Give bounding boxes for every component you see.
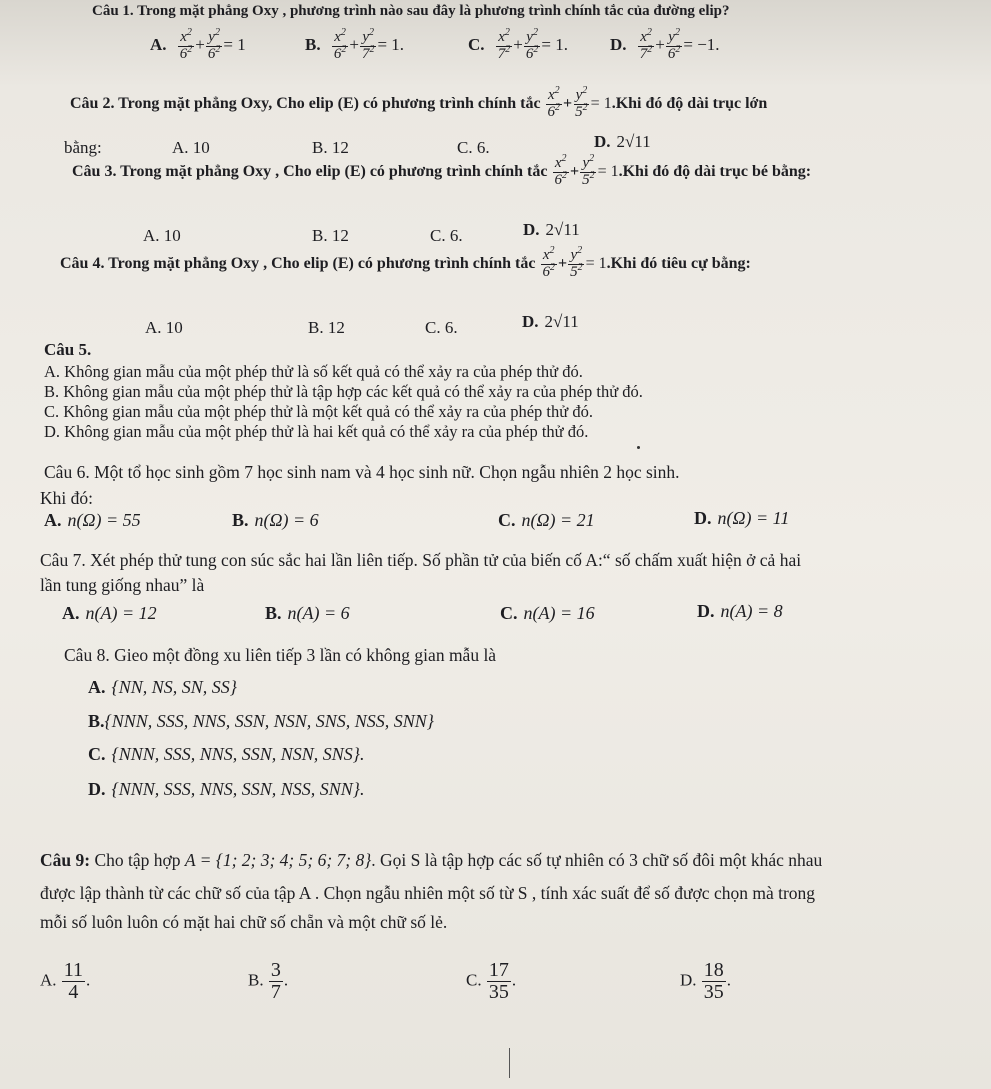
q4-den2: 5 <box>570 263 578 280</box>
q9-option-c: C. $\frac{17}{35}$ . <box>466 959 517 1003</box>
q6-option-b <box>232 510 319 532</box>
q3-den2: 5 <box>582 171 590 188</box>
q2-option-d-value: 2√11 <box>616 132 651 151</box>
q7-option-b-label: B. <box>265 603 282 623</box>
q6-option-c-value: n(Ω) = 21 <box>521 510 595 530</box>
q8-option-b <box>88 711 434 733</box>
q8-option-c <box>88 744 364 766</box>
q3-stem-a: Câu 3. Trong mặt phẳng Oxy , Cho elip (E) có phương trình chính tắc <box>72 162 548 180</box>
q9-option-b-label: B. <box>248 970 264 990</box>
q2-stem-c: bằng: <box>64 138 102 157</box>
q1-option-b-label: B. <box>305 35 321 55</box>
q1-c-rhs: = 1. <box>541 35 568 55</box>
q7-option-d-value: n(A) = 8 <box>720 601 783 621</box>
q4-stem: Câu 4. Trong mặt phẳng Oxy , Cho elip (E) có phương trình chính tắc $\frac{x^2}{6^2}$ + $\frac{y^2}{5^2}$ = 1.Khi đó tiêu cự bằng: <box>60 245 751 280</box>
q6-option-a-value: n(Ω) = 55 <box>67 510 141 530</box>
q1-option-d-label: D. <box>610 35 627 55</box>
q7-option-c-value: n(A) = 16 <box>523 603 595 623</box>
q2-rhs: = 1 <box>590 94 612 112</box>
q2-option-d-label: D. <box>594 132 611 151</box>
q9-stem <box>40 850 822 871</box>
q3-den1: 6 <box>554 171 562 188</box>
q7-stem2: lần tung giống nhau” là <box>40 575 205 595</box>
q3-option-c: C. 6. <box>430 226 463 245</box>
q4-den1: 6 <box>542 263 550 280</box>
q7-option-a-value: n(A) = 12 <box>85 603 157 623</box>
q2-option-d <box>594 132 651 152</box>
q3-stem-b: .Khi đó độ dài trục bé bằng: <box>618 162 812 180</box>
q8-option-a <box>88 677 237 699</box>
q8-option-b-label: B. <box>88 711 105 731</box>
q4-num1: x <box>542 247 550 263</box>
q6-option-d-label: D. <box>694 508 712 528</box>
q6-option-d <box>694 508 789 530</box>
q9-a-num: 11 <box>63 959 84 981</box>
q1-c-num1: x <box>498 29 505 45</box>
q1-b-rhs: = 1. <box>377 35 405 55</box>
q1-option-c: C. $\frac{x^2}{7^2}$ + $\frac{y^2}{6^2}$ = 1. <box>468 27 568 62</box>
q7-option-d-label: D. <box>697 601 715 621</box>
q6-stem2: Khi đó: <box>40 488 93 508</box>
q1-a-den2: 6 <box>207 45 216 62</box>
q2-stem-b: .Khi đó độ dài trục lớn <box>611 94 768 112</box>
q2-option-b: B. 12 <box>312 138 349 157</box>
q3-option-a: A. 10 <box>143 226 181 245</box>
q1-b-num2: y <box>362 29 370 45</box>
q9-option-d: D. $\frac{18}{35}$ . <box>680 959 732 1003</box>
q2-option-c: C. 6. <box>457 138 490 157</box>
q8-option-d <box>88 779 364 801</box>
q2-num1: x <box>547 87 555 103</box>
q3-option-d-label: D. <box>523 220 540 239</box>
q6-option-c-label: C. <box>498 510 516 530</box>
q7-option-b-value: n(A) = 6 <box>287 603 350 623</box>
q5-option-a: A. Không gian mẫu của một phép thử là số kết quả có thể xảy ra của phép thử đó. <box>44 362 583 381</box>
q9-d-num: 18 <box>703 959 724 981</box>
q4-option-b: B. 12 <box>308 318 345 337</box>
q7-option-d <box>697 601 783 623</box>
q9-option-d-label: D. <box>680 970 697 990</box>
q1-c-den2: 6 <box>525 45 534 62</box>
q1-option-d: D. $\frac{x^2}{7^2}$ + $\frac{y^2}{6^2}$ = −1. <box>610 27 720 62</box>
q7-option-c-label: C. <box>500 603 518 623</box>
q3-option-d <box>523 220 580 240</box>
q9-stem-a: Câu 9: <box>40 850 91 870</box>
q7-option-b <box>265 603 350 625</box>
q5-title: Câu 5. <box>44 340 92 359</box>
q7-stem: Câu 7. Xét phép thử tung con súc sắc hai lần liên tiếp. Số phần tử của biến cố A:“ số chấm xuất hiện ở cả hai <box>40 550 802 570</box>
q6-option-c <box>498 510 595 532</box>
q1-option-b: B. $\frac{x^2}{6^2}$ + $\frac{y^2}{7^2}$ = 1. <box>305 27 405 62</box>
q8-option-d-label: D. <box>88 779 106 799</box>
q9-option-a: A. $\frac{11}{4}$ . <box>40 959 91 1003</box>
q1-a-rhs: = 1 <box>223 35 246 55</box>
q5-option-c: C. Không gian mẫu của một phép thử là một kết quả có thể xảy ra của phép thử đó. <box>44 402 593 421</box>
q9-b-num: 3 <box>270 959 281 981</box>
q6-option-b-label: B. <box>232 510 249 530</box>
q6-option-b-value: n(Ω) = 6 <box>254 510 319 530</box>
q8-option-a-value: {NN, NS, SN, SS} <box>111 677 237 697</box>
q9-line2: được lập thành từ các chữ số của tập A . Chọn ngẫu nhiên một số từ S , tính xác suất để số được chọn mà trong <box>40 883 816 903</box>
q1-stem: Câu 1. Trong mặt phẳng Oxy , phương trình nào sau đây là phương trình chính tắc của đường elip? <box>92 3 730 19</box>
q8-option-c-label: C. <box>88 744 106 764</box>
q2-den2: 5 <box>575 103 583 120</box>
q2-stem: Câu 2. Trong mặt phẳng Oxy, Cho elip (E) có phương trình chính tắc $\frac{x^2}{6^2}$ + $\frac{y^2}{5^2}$ = 1.Khi đó độ dài trục lớn <box>70 85 768 120</box>
q9-d-den: 35 <box>703 981 724 1003</box>
q2-num2: y <box>575 87 583 103</box>
q5-option-b: B. Không gian mẫu của một phép thử là tập hợp các kết quả có thể xảy ra của phép thử đó. <box>44 382 643 401</box>
q3-option-d-value: 2√11 <box>545 220 580 239</box>
q1-option-c-label: C. <box>468 35 485 55</box>
q1-a-num2: y <box>208 29 215 45</box>
q1-b-num1: x <box>334 29 341 45</box>
q1-option-a-label: A. <box>150 35 167 55</box>
q1-b-den1: 6 <box>333 45 342 62</box>
q4-option-d-label: D. <box>522 312 539 331</box>
q9-option-c-label: C. <box>466 970 482 990</box>
q5-option-d: D. Không gian mẫu của một phép thử là hai kết quả có thể xảy ra của phép thử đó. <box>44 422 589 441</box>
q1-d-rhs: = −1. <box>683 35 720 55</box>
ink-dot <box>637 446 640 449</box>
q4-option-c: C. 6. <box>425 318 458 337</box>
q6-stem: Câu 6. Một tổ học sinh gồm 7 học sinh nam và 4 học sinh nữ. Chọn ngẫu nhiên 2 học sinh. <box>44 462 680 482</box>
q1-d-den2: 6 <box>667 45 676 62</box>
q4-num2: y <box>570 247 578 263</box>
q9-c-den: 35 <box>488 981 509 1003</box>
q4-option-d-value: 2√11 <box>544 312 579 331</box>
q2-den1: 6 <box>547 103 556 120</box>
pencil-mark <box>509 1048 510 1078</box>
q3-stem: Câu 3. Trong mặt phẳng Oxy , Cho elip (E) có phương trình chính tắc $\frac{x^2}{6^2}$ + $\frac{y^2}{5^2}$ = 1.Khi đó độ dài trục bé bằng: <box>72 153 812 188</box>
q8-option-a-label: A. <box>88 677 106 697</box>
q2-option-a: A. 10 <box>172 138 210 157</box>
q2-stem-a: Câu 2. Trong mặt phẳng Oxy, Cho elip (E) có phương trình chính tắc <box>70 94 541 112</box>
q9-option-a-label: A. <box>40 970 57 990</box>
q7-option-a-label: A. <box>62 603 80 623</box>
q9-stem-b: Cho tập hợp <box>90 850 185 870</box>
q9-b-den: 7 <box>270 981 281 1003</box>
q4-option-a: A. 10 <box>145 318 183 337</box>
q1-d-num1: x <box>640 29 647 45</box>
q4-stem-b: .Khi đó tiêu cự bằng: <box>606 254 751 272</box>
q9-stem-c: . Gọi S là tập hợp các số tự nhiên có 3 chữ số đôi một khác nhau <box>371 850 823 870</box>
q1-d-den1: 7 <box>639 45 648 62</box>
q4-rhs: = 1 <box>585 254 607 272</box>
q1-b-den2: 7 <box>361 45 370 62</box>
q8-option-d-value: {NNN, SSS, NNS, SSN, NSS, SNN}. <box>111 779 365 799</box>
q9-line3: mỗi số luôn luôn có mặt hai chữ số chẵn và một chữ số lẻ. <box>40 912 448 932</box>
q1-d-num2: y <box>668 29 675 45</box>
q3-rhs: = 1 <box>597 162 619 180</box>
q7-option-a <box>62 603 157 625</box>
q1-a-num1: x <box>180 29 187 45</box>
q9-set: A = {1; 2; 3; 4; 5; 6; 7; 8} <box>184 850 372 870</box>
q1-c-den1: 7 <box>497 45 506 62</box>
q4-stem-a: Câu 4. Trong mặt phẳng Oxy , Cho elip (E) có phương trình chính tắc <box>60 254 536 272</box>
q4-option-d <box>522 312 579 332</box>
q3-option-b: B. 12 <box>312 226 349 245</box>
q7-option-c <box>500 603 595 625</box>
q8-option-c-value: {NNN, SSS, NNS, SSN, NSN, SNS}. <box>111 744 365 764</box>
q6-option-a <box>44 510 141 532</box>
q1-options: A. $\frac{x^2}{6^2}$ + $\frac{y^2}{6^2}$ = 1 <box>150 27 246 62</box>
q1-c-num2: y <box>526 29 533 45</box>
q3-num2: y <box>582 155 590 171</box>
q9-c-num: 17 <box>488 959 509 981</box>
q6-option-a-label: A. <box>44 510 62 530</box>
q8-option-b-value: {NNN, SSS, NNS, SSN, NSN, SNS, NSS, SNN} <box>104 711 434 731</box>
q8-stem: Câu 8. Gieo một đồng xu liên tiếp 3 lần có không gian mẫu là <box>64 645 497 665</box>
q9-a-den: 4 <box>68 981 79 1003</box>
q1-a-den1: 6 <box>179 45 188 62</box>
q3-num1: x <box>554 155 562 171</box>
q6-option-d-value: n(Ω) = 11 <box>717 508 790 528</box>
q9-option-b: B. $\frac{3}{7}$ . <box>248 959 289 1003</box>
